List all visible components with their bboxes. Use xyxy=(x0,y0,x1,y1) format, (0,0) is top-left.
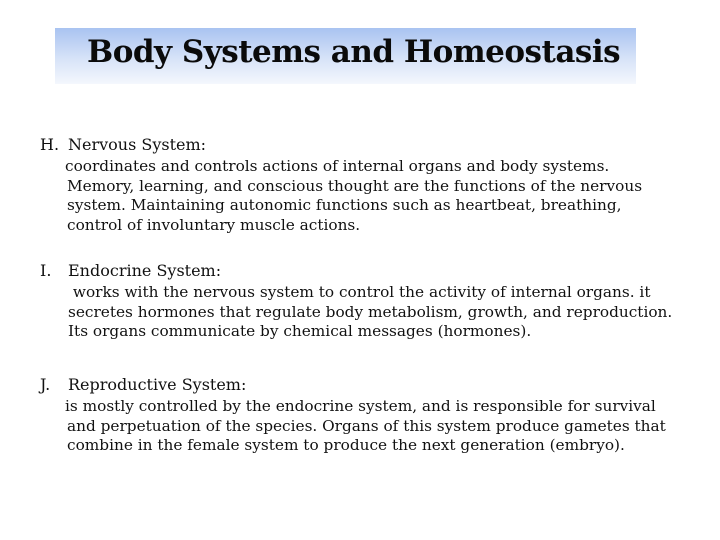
section-title: Nervous System: xyxy=(68,135,207,154)
section-body xyxy=(40,283,705,342)
section-title: Reproductive System: xyxy=(68,375,247,394)
body-line: combine in the female system to produce the next generation (embryo). xyxy=(67,436,625,454)
body-line: coordinates and controls actions of internal organs and body systems. xyxy=(65,157,610,175)
page-title: Body Systems and Homeostasis xyxy=(87,34,621,70)
body-line: Its organs communicate by chemical messages (hormones). xyxy=(68,322,532,340)
section-letter: J. xyxy=(40,375,51,394)
section-nervous-system xyxy=(40,135,705,235)
body-line: secretes hormones that regulate body metabolism, growth, and reproduction. xyxy=(68,302,673,321)
section-heading xyxy=(40,135,705,155)
body-line: works with the nervous system to control the activity of internal organs. it xyxy=(68,283,651,301)
body-line: system. Maintaining autonomic functions such as heartbeat, breathing, xyxy=(67,196,622,214)
section-heading xyxy=(40,375,705,395)
section-reproductive-system xyxy=(40,375,705,456)
section-heading xyxy=(40,261,705,281)
body-line: control of involuntary muscle actions. xyxy=(67,215,361,234)
section-body xyxy=(40,397,705,456)
body-line: and perpetuation of the species. Organs of this system produce gametes that xyxy=(67,416,666,435)
section-body xyxy=(40,157,705,235)
section-letter: I. xyxy=(40,261,52,280)
body-line: Memory, learning, and conscious thought are the functions of the nervous xyxy=(67,176,643,195)
body-line: is mostly controlled by the endocrine system, and is responsible for survival xyxy=(65,397,656,415)
section-endocrine-system xyxy=(40,261,705,342)
section-letter: H. xyxy=(40,135,60,154)
title-banner xyxy=(55,28,636,84)
section-title: Endocrine System: xyxy=(68,261,222,280)
